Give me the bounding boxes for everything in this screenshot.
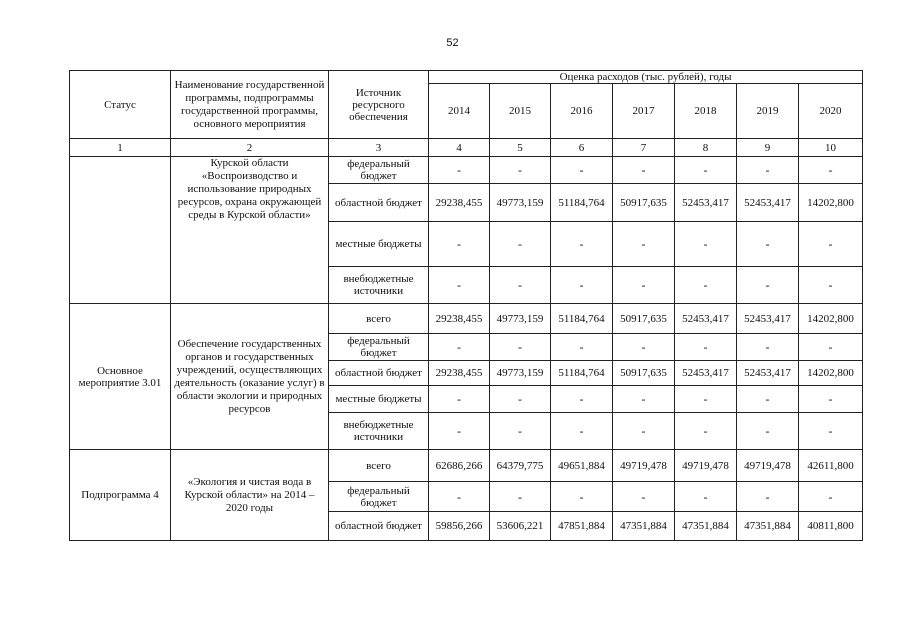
header-year: 2018 — [675, 84, 737, 139]
value-cell: 50917,635 — [613, 361, 675, 386]
value-cell: 59856,266 — [429, 512, 490, 541]
value-cell: - — [551, 482, 613, 512]
value-cell: - — [675, 413, 737, 450]
value-cell: 14202,800 — [799, 304, 863, 334]
value-cell: 52453,417 — [675, 304, 737, 334]
value-cell: 64379,775 — [490, 450, 551, 482]
header-year: 2015 — [490, 84, 551, 139]
value-cell: - — [429, 334, 490, 361]
value-cell: - — [613, 157, 675, 184]
value-cell: - — [737, 386, 799, 413]
value-cell: 50917,635 — [613, 184, 675, 222]
header-status: Статус — [70, 71, 171, 139]
value-cell: - — [613, 267, 675, 304]
status-cell: Основное мероприятие 3.01 — [70, 304, 171, 450]
value-cell: 52453,417 — [737, 361, 799, 386]
value-cell: - — [429, 413, 490, 450]
column-number: 5 — [490, 139, 551, 157]
header-estimate: Оценка расходов (тыс. рублей), годы — [429, 71, 863, 84]
value-cell: 40811,800 — [799, 512, 863, 541]
table-row — [70, 157, 863, 184]
page-number: 52 — [446, 37, 459, 49]
column-number: 2 — [171, 139, 329, 157]
value-cell: - — [675, 267, 737, 304]
value-cell: - — [551, 157, 613, 184]
value-cell: - — [613, 222, 675, 267]
value-cell: - — [737, 334, 799, 361]
value-cell: 49773,159 — [490, 361, 551, 386]
value-cell: - — [675, 386, 737, 413]
value-cell: - — [737, 482, 799, 512]
value-cell: - — [551, 267, 613, 304]
header-year: 2019 — [737, 84, 799, 139]
value-cell: - — [737, 413, 799, 450]
value-cell: 14202,800 — [799, 184, 863, 222]
value-cell: - — [799, 222, 863, 267]
header-name: Наименование государственной программы, подпрограммы государственной программы, основного мероприятия — [171, 71, 329, 139]
source-cell: всего — [329, 304, 429, 334]
column-number: 4 — [429, 139, 490, 157]
value-cell: - — [675, 334, 737, 361]
value-cell: - — [737, 267, 799, 304]
status-cell — [70, 157, 171, 304]
column-number: 1 — [70, 139, 171, 157]
value-cell: - — [490, 334, 551, 361]
value-cell: - — [490, 222, 551, 267]
value-cell: 47351,884 — [613, 512, 675, 541]
value-cell: 51184,764 — [551, 184, 613, 222]
value-cell: 50917,635 — [613, 304, 675, 334]
value-cell: - — [613, 413, 675, 450]
value-cell: 49719,478 — [675, 450, 737, 482]
column-number: 3 — [329, 139, 429, 157]
source-cell: внебюджетные источники — [329, 267, 429, 304]
value-cell: 47351,884 — [675, 512, 737, 541]
status-cell: Подпрограмма 4 — [70, 450, 171, 541]
table-row — [70, 304, 863, 334]
value-cell: 52453,417 — [737, 184, 799, 222]
value-cell: - — [799, 386, 863, 413]
value-cell: - — [490, 482, 551, 512]
value-cell: 29238,455 — [429, 361, 490, 386]
table-row — [70, 450, 863, 482]
budget-table — [69, 70, 863, 541]
value-cell: - — [429, 222, 490, 267]
header-year: 2014 — [429, 84, 490, 139]
value-cell: 49773,159 — [490, 184, 551, 222]
name-cell: Курской области «Воспроизводство и использование природных ресурсов, охрана окружающей среды в Курской области» — [171, 157, 329, 304]
value-cell: 52453,417 — [675, 361, 737, 386]
value-cell: - — [429, 157, 490, 184]
value-cell: 62686,266 — [429, 450, 490, 482]
source-cell: местные бюджеты — [329, 222, 429, 267]
header-source: Источник ресурсного обеспечения — [329, 71, 429, 139]
value-cell: - — [613, 482, 675, 512]
source-cell: федеральный бюджет — [329, 482, 429, 512]
value-cell: - — [799, 334, 863, 361]
value-cell: 47851,884 — [551, 512, 613, 541]
value-cell: - — [737, 157, 799, 184]
value-cell: - — [675, 157, 737, 184]
header-year: 2016 — [551, 84, 613, 139]
header-year: 2020 — [799, 84, 863, 139]
column-number: 7 — [613, 139, 675, 157]
value-cell: - — [613, 386, 675, 413]
value-cell: 49773,159 — [490, 304, 551, 334]
value-cell: - — [551, 334, 613, 361]
value-cell: 47351,884 — [737, 512, 799, 541]
source-cell: областной бюджет — [329, 361, 429, 386]
value-cell: - — [490, 386, 551, 413]
value-cell: - — [799, 157, 863, 184]
value-cell: - — [490, 413, 551, 450]
value-cell: 29238,455 — [429, 184, 490, 222]
value-cell: 29238,455 — [429, 304, 490, 334]
value-cell: 53606,221 — [490, 512, 551, 541]
value-cell: 52453,417 — [675, 184, 737, 222]
source-cell: местные бюджеты — [329, 386, 429, 413]
table-body — [70, 71, 863, 541]
source-cell: федеральный бюджет — [329, 334, 429, 361]
value-cell: - — [490, 267, 551, 304]
value-cell: 49651,884 — [551, 450, 613, 482]
name-cell: «Экология и чистая вода в Курской области» на 2014 – 2020 годы — [171, 450, 329, 541]
value-cell: - — [429, 482, 490, 512]
value-cell: 49719,478 — [613, 450, 675, 482]
value-cell: 51184,764 — [551, 361, 613, 386]
value-cell: - — [551, 386, 613, 413]
value-cell: - — [429, 386, 490, 413]
source-cell: федеральный бюджет — [329, 157, 429, 184]
value-cell: - — [675, 482, 737, 512]
value-cell: 14202,800 — [799, 361, 863, 386]
value-cell: 52453,417 — [737, 304, 799, 334]
value-cell: - — [737, 222, 799, 267]
column-number: 9 — [737, 139, 799, 157]
source-cell: внебюджетные источники — [329, 413, 429, 450]
column-number: 8 — [675, 139, 737, 157]
value-cell: 42611,800 — [799, 450, 863, 482]
value-cell: - — [551, 222, 613, 267]
column-number: 10 — [799, 139, 863, 157]
value-cell: - — [613, 334, 675, 361]
value-cell: - — [551, 413, 613, 450]
header-row-top — [70, 71, 863, 84]
value-cell: - — [490, 157, 551, 184]
value-cell: - — [429, 267, 490, 304]
source-cell: областной бюджет — [329, 512, 429, 541]
header-year: 2017 — [613, 84, 675, 139]
column-number: 6 — [551, 139, 613, 157]
value-cell: 51184,764 — [551, 304, 613, 334]
value-cell: 49719,478 — [737, 450, 799, 482]
value-cell: - — [799, 267, 863, 304]
value-cell: - — [799, 482, 863, 512]
value-cell: - — [675, 222, 737, 267]
name-cell: Обеспечение государственных органов и государственных учреждений, осуществляющих деятельность (оказание услуг) в области экологии и природных ресурсов — [171, 304, 329, 450]
source-cell: всего — [329, 450, 429, 482]
column-number-row — [70, 139, 863, 157]
value-cell: - — [799, 413, 863, 450]
source-cell: областной бюджет — [329, 184, 429, 222]
